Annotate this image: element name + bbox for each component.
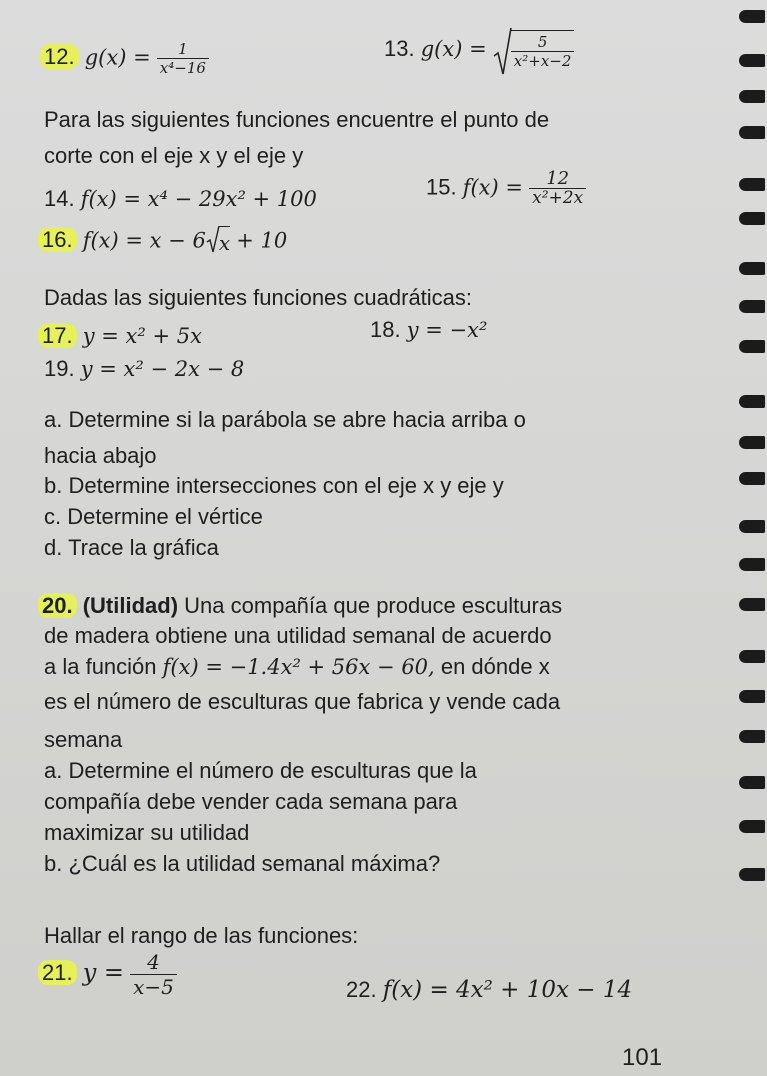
problem-text: Una compañía que produce esculturas xyxy=(184,593,563,618)
denominator: x−5 xyxy=(133,975,174,999)
problem-number: 17. xyxy=(38,323,77,348)
fraction xyxy=(157,40,209,77)
problem-20-line-4: es el número de esculturas que fabrica y vende cada xyxy=(44,689,561,714)
problem-20-line-5: semana xyxy=(44,727,123,752)
binding-hole-icon xyxy=(739,820,765,833)
denominator: x²+x−2 xyxy=(513,52,572,70)
problem-22 xyxy=(346,976,632,1004)
problem-20-line-2: de madera obtiene una utilidad semanal de acuerdo xyxy=(44,623,552,648)
problem-lhs: g(x) = xyxy=(84,45,151,70)
radical-sign-icon xyxy=(206,224,220,254)
numerator: 1 xyxy=(157,40,209,59)
profit-function: f(x) = −1.4x² + 56x − 60, xyxy=(162,655,435,679)
binding-hole-icon xyxy=(739,730,765,743)
problem-number: 14. xyxy=(44,186,75,211)
numerator: 5 xyxy=(511,33,575,52)
binding-hole-icon xyxy=(739,300,765,313)
problem-number: 22. xyxy=(346,977,377,1002)
binding-hole-icon xyxy=(739,472,765,485)
radicand: x xyxy=(219,226,230,257)
problem-number: 12. xyxy=(40,44,79,69)
task-a-line-2: hacia abajo xyxy=(44,443,157,468)
problem-text: en dónde x xyxy=(440,654,550,679)
problem-20-line-1 xyxy=(38,592,562,620)
fraction xyxy=(511,33,575,70)
task-d: d. Trace la gráfica xyxy=(44,535,219,560)
binding-hole-icon xyxy=(739,868,765,881)
problem-12 xyxy=(40,40,209,77)
problem-20-line-3 xyxy=(44,653,550,681)
binding-hole-icon xyxy=(739,520,765,533)
problem-text: a la función xyxy=(44,654,157,679)
problem-expression-start: f(x) = x − 6 xyxy=(82,228,206,253)
problem-expression: y = x² − 2x − 8 xyxy=(80,357,245,381)
binding-hole-icon xyxy=(739,262,765,275)
page-number: 101 xyxy=(622,1044,663,1071)
problem-expression: y = −x² xyxy=(406,318,488,342)
binding-hole-icon xyxy=(739,90,765,103)
problem-19 xyxy=(44,355,244,383)
fraction xyxy=(130,950,177,999)
problem-15 xyxy=(426,170,586,207)
binding-hole-icon xyxy=(739,54,765,67)
problem-14 xyxy=(44,185,317,213)
problem-20-qa-line-3: maximizar su utilidad xyxy=(44,820,250,845)
binding-hole-icon xyxy=(739,10,765,23)
binding-hole-icon xyxy=(739,395,765,408)
problem-expression-end: + 10 xyxy=(236,228,288,253)
intercepts-intro-line-1: Para las siguientes funciones encuentre el punto de xyxy=(44,107,550,132)
numerator: 4 xyxy=(130,950,177,975)
problem-18 xyxy=(370,316,487,344)
problem-21 xyxy=(38,950,177,999)
intercepts-intro-line-2: corte con el eje x y el eje y xyxy=(44,143,304,168)
binding-hole-icon xyxy=(739,650,765,663)
problem-17 xyxy=(38,322,202,350)
binding-hole-icon xyxy=(739,690,765,703)
binding-hole-icon xyxy=(739,776,765,789)
problem-expression: f(x) = x⁴ − 29x² + 100 xyxy=(80,187,317,211)
problem-number: 15. xyxy=(426,174,457,200)
problem-number: 13. xyxy=(384,35,415,61)
spiral-binding xyxy=(737,0,767,1076)
binding-hole-icon xyxy=(739,340,765,353)
denominator: x²+2x xyxy=(532,188,584,208)
problem-20-qa-line-1: a. Determine el número de esculturas que la xyxy=(44,758,477,783)
problem-number: 18. xyxy=(370,317,401,342)
task-a-line-1: a. Determine si la parábola se abre hacia arriba o xyxy=(44,407,526,432)
binding-hole-icon xyxy=(739,558,765,571)
binding-hole-icon xyxy=(739,436,765,449)
problem-number: 19. xyxy=(44,356,75,381)
binding-hole-icon xyxy=(739,178,765,191)
denominator: x⁴−16 xyxy=(159,59,206,77)
quadratic-intro: Dadas las siguientes funciones cuadráticas: xyxy=(44,285,473,310)
problem-number: 16. xyxy=(38,227,77,252)
problem-number: 20. xyxy=(38,593,77,618)
square-root xyxy=(206,226,230,257)
binding-hole-icon xyxy=(739,598,765,611)
binding-hole-icon xyxy=(739,212,765,225)
problem-lhs: f(x) = xyxy=(462,175,523,200)
task-b: b. Determine intersecciones con el eje x y eje y xyxy=(44,473,504,498)
square-root xyxy=(493,30,575,70)
numerator: 12 xyxy=(529,170,586,189)
task-c: c. Determine el vértice xyxy=(44,504,263,529)
problem-16 xyxy=(38,226,287,257)
problem-title: (Utilidad) xyxy=(82,593,179,618)
binding-hole-icon xyxy=(739,126,765,139)
problem-lhs: g(x) = xyxy=(420,36,487,61)
range-intro: Hallar el rango de las funciones: xyxy=(44,923,359,948)
radical-sign-icon xyxy=(493,26,513,78)
problem-expression: f(x) = 4x² + 10x − 14 xyxy=(382,977,633,1003)
problem-number: 21. xyxy=(38,960,77,985)
fraction xyxy=(529,170,586,207)
problem-lhs: y = xyxy=(82,958,125,987)
problem-expression: y = x² + 5x xyxy=(82,324,202,348)
problem-20-qa-line-2: compañía debe vender cada semana para xyxy=(44,789,458,814)
problem-13 xyxy=(384,30,574,70)
problem-20-qb: b. ¿Cuál es la utilidad semanal máxima? xyxy=(44,851,441,876)
